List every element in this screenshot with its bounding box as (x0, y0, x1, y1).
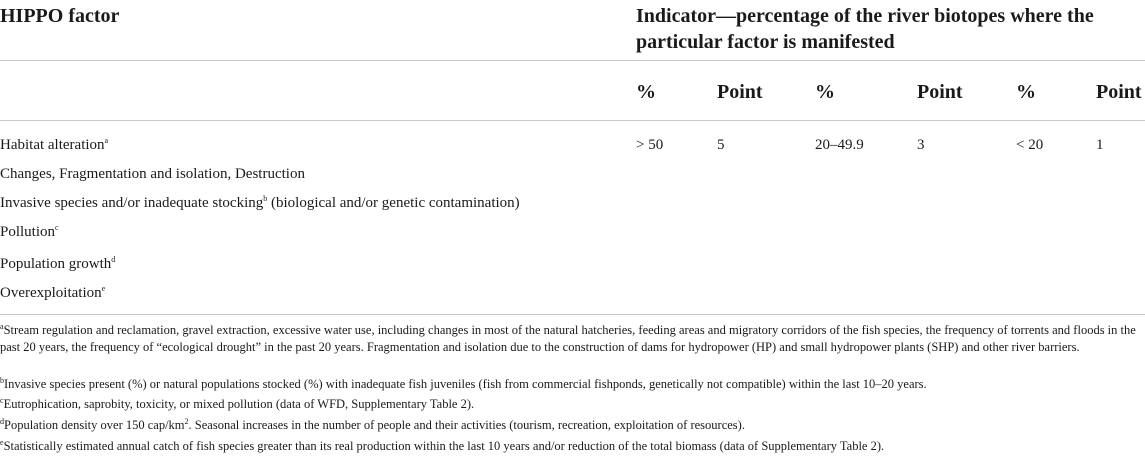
subheader-point-1: Point (717, 81, 763, 103)
subheader-percent-3: % (1016, 81, 1036, 103)
row-population-growth: Population growth$^d$ (0, 255, 116, 272)
subheader-point-3: Point (1096, 81, 1142, 103)
row-overexploitation: Overexploitation$^e$ (0, 284, 106, 301)
cell-point-low: 1 (1096, 137, 1104, 153)
cell-point-high: 5 (717, 137, 725, 153)
cell-percent-high: > 50 (636, 137, 664, 153)
subheader-percent-2: % (815, 81, 835, 103)
row-changes-fragmentation: Changes, Fragmentation and isolation, Destruction (0, 166, 305, 182)
footnote-e: $^e$Statistically estimated annual catch of fish species greater than its real production within the last 10 years and/or reduction of the total biomass (data of Supplementary Table 2). (0, 437, 885, 453)
cell-percent-low: < 20 (1016, 137, 1044, 153)
subheader-percent-1: % (636, 81, 656, 103)
row-invasive-species: Invasive species and/or inadequate stocking$^b$ (biological and/or genetic contamination) (0, 194, 520, 211)
header-divider (0, 60, 1145, 61)
indicator-column-header: Indicator—percentage of the river biotopes where the particular factor is manifested (636, 5, 1094, 53)
footnote-d: $^d$Population density over 150 cap/$km^2$. Seasonal increases in the number of people and their activities (tourism, recreation, exploitation of resources). (0, 416, 745, 432)
cell-point-mid: 3 (917, 137, 925, 153)
cell-percent-mid: 20–49.9 (815, 137, 864, 153)
row-pollution: Pollution$^c$ (0, 223, 59, 240)
subheader-divider (0, 120, 1145, 121)
subheader-point-2: Point (917, 81, 963, 103)
footnote-divider (0, 314, 1145, 315)
footnote-c: $^c$Eutrophication, saprobity, toxicity, or mixed pollution (data of WFD, Supplementary Table 2). (0, 395, 475, 411)
row-habitat-alteration: Habitat alteration$^a$ (0, 136, 109, 153)
footnote-b: $^b$Invasive species present (%) or natural populations stocked (%) with inadequate fish juveniles (fish from commercial fishponds, genetically not compatible) within the last 10–20 years. (0, 375, 927, 391)
footnote-a: $^a$Stream regulation and reclamation, gravel extraction, excessive water use, including changes in most of the natural hatcheries, feeding areas and migratory corridors of the fish species, the frequency of torrents and floods in the past 20 years, the frequency of “ecological drought” in the past 20 years. Fragmentation and isolation due to the construction of dams for hydropower (HP) and small hydropower plants (SHP) and other river barriers. (0, 321, 1136, 354)
factor-column-header: HIPPO factor (0, 5, 120, 27)
